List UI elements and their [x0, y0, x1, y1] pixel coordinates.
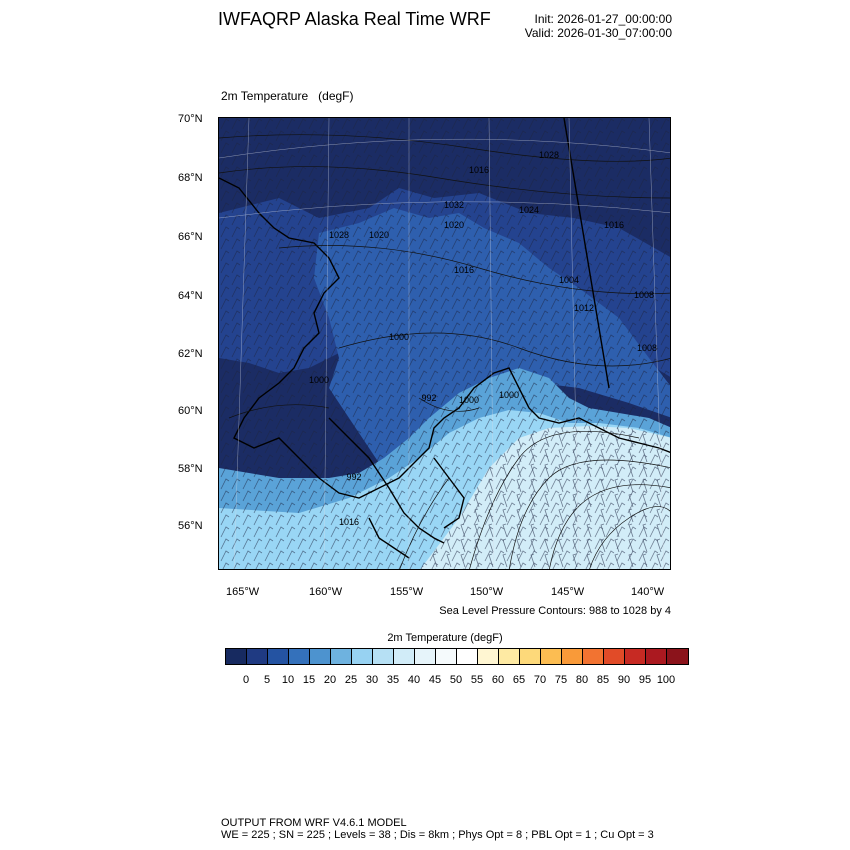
pressure-label: 1016 [453, 265, 475, 275]
lat-label: 68°N [178, 172, 203, 184]
colorbar-label: 90 [617, 674, 631, 686]
colorbar-label: 65 [512, 674, 526, 686]
colorbar-swatch [436, 649, 457, 664]
colorbar [225, 648, 689, 665]
colorbar-label: 80 [575, 674, 589, 686]
lon-label: 150°W [470, 586, 504, 598]
colorbar-swatch [478, 649, 499, 664]
init-time: Init: 2026-01-27_00:00:00 [534, 12, 672, 26]
colorbar-swatch [541, 649, 562, 664]
pressure-label: 1012 [573, 303, 595, 313]
run-times [525, 12, 672, 40]
colorbar-label: 40 [407, 674, 421, 686]
lon-label: 145°W [551, 586, 585, 598]
colorbar-swatch [646, 649, 667, 664]
pressure-label: 1028 [538, 150, 560, 160]
lat-label: 60°N [178, 405, 203, 417]
lat-label: 66°N [178, 231, 203, 243]
colorbar-swatch [394, 649, 415, 664]
colorbar-label: 25 [344, 674, 358, 686]
pressure-label: 992 [346, 472, 362, 482]
variable-temperature: 2m Temperature (degF) [221, 89, 354, 103]
pressure-label: 1028 [328, 230, 350, 240]
lat-label: 58°N [178, 463, 203, 475]
pressure-label: 1016 [338, 517, 360, 527]
colorbar-swatch [520, 649, 541, 664]
colorbar-label: 70 [533, 674, 547, 686]
lon-label: 155°W [390, 586, 424, 598]
pressure-label: 1016 [603, 220, 625, 230]
weather-map [218, 117, 671, 570]
pressure-label: 1016 [468, 165, 490, 175]
pressure-label: 1008 [636, 343, 658, 353]
colorbar-label: 5 [263, 674, 271, 686]
colorbar-swatch [310, 649, 331, 664]
colorbar-swatch [457, 649, 478, 664]
colorbar-label: 50 [449, 674, 463, 686]
pressure-label: 992 [421, 393, 437, 403]
pressure-label: 1032 [443, 200, 465, 210]
colorbar-label: 10 [281, 674, 295, 686]
colorbar-swatch [562, 649, 583, 664]
colorbar-label: 30 [365, 674, 379, 686]
colorbar-swatch [268, 649, 289, 664]
contour-note: Sea Level Pressure Contours: 988 to 1028 by 4 [439, 605, 671, 617]
pressure-label: 1000 [388, 332, 410, 342]
pressure-label: 1000 [458, 395, 480, 405]
lon-label: 140°W [631, 586, 665, 598]
lat-label: 64°N [178, 290, 203, 302]
colorbar-swatch [247, 649, 268, 664]
pressure-label: 1024 [518, 205, 540, 215]
colorbar-label: 55 [470, 674, 484, 686]
colorbar-swatch [667, 649, 688, 664]
valid-time: Valid: 2026-01-30_07:00:00 [524, 26, 672, 40]
footer-line-2: WE = 225 ; SN = 225 ; Levels = 38 ; Dis = 8km ; Phys Opt = 8 ; PBL Opt = 1 ; Cu Opt = 3 [221, 829, 654, 841]
lon-label: 165°W [226, 586, 260, 598]
colorbar-label: 60 [491, 674, 505, 686]
map-canvas [219, 118, 671, 570]
pressure-label: 1000 [498, 390, 520, 400]
colorbar-label: 0 [242, 674, 250, 686]
colorbar-swatch [352, 649, 373, 664]
colorbar-swatch [604, 649, 625, 664]
colorbar-label: 100 [656, 674, 676, 686]
colorbar-swatch [625, 649, 646, 664]
colorbar-swatch [331, 649, 352, 664]
colorbar-swatch [226, 649, 247, 664]
colorbar-label: 15 [302, 674, 316, 686]
colorbar-label: 85 [596, 674, 610, 686]
model-footer [221, 817, 654, 841]
pressure-label: 1020 [443, 220, 465, 230]
plot-title: IWFAQRP Alaska Real Time WRF [218, 9, 491, 29]
footer-line-1: OUTPUT FROM WRF V4.6.1 MODEL [221, 817, 407, 829]
colorbar-label: 20 [323, 674, 337, 686]
pressure-label: 1008 [633, 290, 655, 300]
pressure-label: 1000 [308, 375, 330, 385]
lat-label: 70°N [178, 113, 203, 125]
lat-label: 56°N [178, 520, 203, 532]
lat-label: 62°N [178, 348, 203, 360]
colorbar-label: 45 [428, 674, 442, 686]
lon-label: 160°W [309, 586, 343, 598]
colorbar-swatch [499, 649, 520, 664]
pressure-label: 1020 [368, 230, 390, 240]
colorbar-label: 75 [554, 674, 568, 686]
colorbar-label: 95 [638, 674, 652, 686]
colorbar-swatch [373, 649, 394, 664]
pressure-label: 1004 [558, 275, 580, 285]
colorbar-swatch [415, 649, 436, 664]
colorbar-title: 2m Temperature (degF) [387, 632, 503, 644]
colorbar-swatch [583, 649, 604, 664]
colorbar-label: 35 [386, 674, 400, 686]
colorbar-swatch [289, 649, 310, 664]
